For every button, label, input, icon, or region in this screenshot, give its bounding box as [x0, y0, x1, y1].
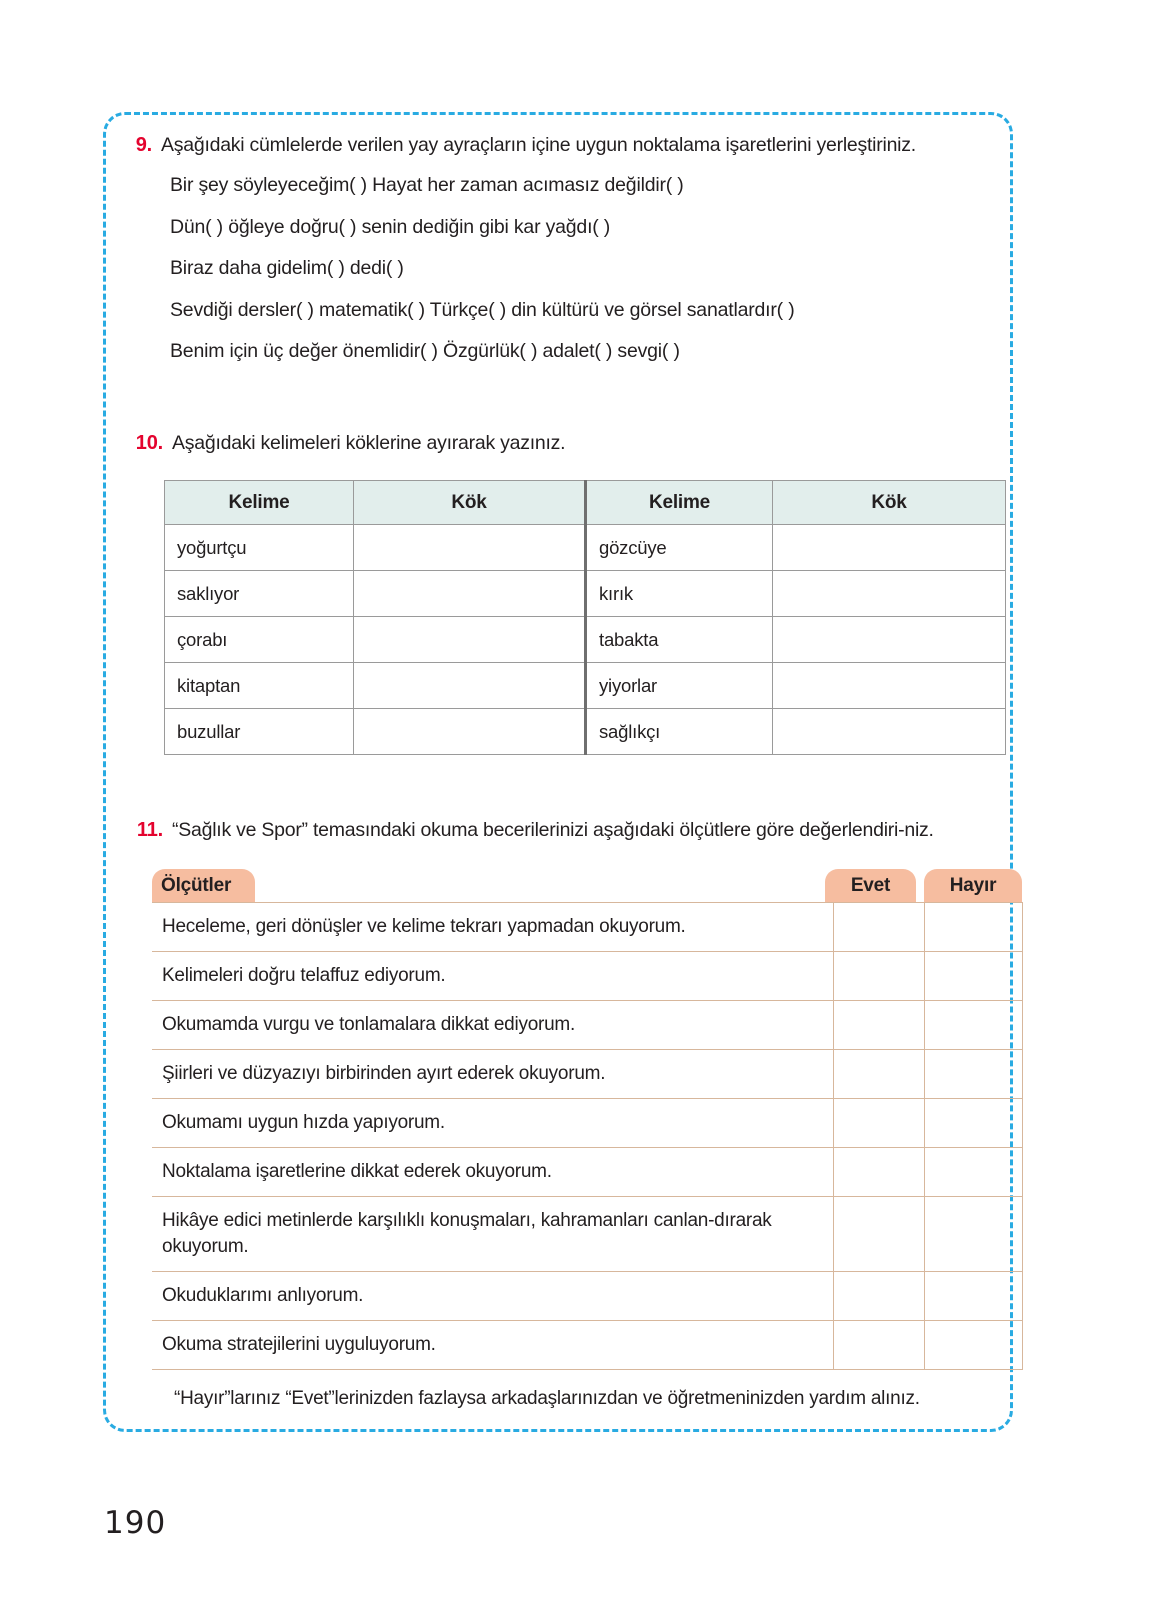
- question-9-sentence: Sevdiği dersler( ) matematik( ) Türkçe( ) din kültürü ve görsel sanatlardır( ): [170, 298, 795, 321]
- criterion-text: Okuma stratejilerini uyguluyorum.: [152, 1321, 833, 1370]
- root-table-header-row: [165, 481, 1006, 525]
- question-10-prompt: Aşağıdaki kelimeleri köklerine ayırarak yazınız.: [172, 432, 566, 454]
- root-table-header-kok-2: Kök: [773, 481, 1006, 525]
- criterion-text: Heceleme, geri dönüşler ve kelime tekrarı yapmadan okuyorum.: [152, 903, 833, 952]
- page-content: [131, 132, 1005, 1412]
- question-10-header: [131, 430, 1005, 456]
- root-word-cell: buzullar: [165, 709, 354, 755]
- criterion-yes-box[interactable]: [833, 1099, 924, 1148]
- root-answer-cell[interactable]: [773, 663, 1006, 709]
- question-9-sentence: Biraz daha gidelim( ) dedi( ): [170, 257, 404, 279]
- tab-yes: Evet: [825, 869, 916, 902]
- question-11-number: 11.: [136, 819, 163, 841]
- criterion-yes-box[interactable]: [833, 1321, 924, 1370]
- question-9-prompt: Aşağıdaki cümlelerde verilen yay ayraçların içine uygun noktalama işaretlerini yerleştiriniz.: [161, 134, 916, 156]
- root-answer-cell[interactable]: [354, 525, 586, 571]
- criterion-no-box[interactable]: [924, 1197, 1022, 1272]
- criterion-text: Okumamı uygun hızda yapıyorum.: [152, 1099, 833, 1148]
- table-row: [152, 903, 1022, 952]
- root-answer-cell[interactable]: [773, 617, 1006, 663]
- criterion-yes-box[interactable]: [833, 1197, 924, 1272]
- table-row: [152, 1050, 1022, 1099]
- criterion-no-box[interactable]: [924, 1050, 1022, 1099]
- tab-no: Hayır: [924, 869, 1022, 902]
- root-word-cell: tabakta: [586, 617, 773, 663]
- root-answer-cell[interactable]: [773, 571, 1006, 617]
- question-11: [131, 817, 1005, 1412]
- tab-criteria: Ölçütler: [152, 869, 255, 902]
- root-table-header-kelime-1: Kelime: [165, 481, 354, 525]
- root-table-wrapper: [131, 480, 1005, 755]
- table-row: [165, 617, 1006, 663]
- criterion-yes-box[interactable]: [833, 1001, 924, 1050]
- root-answer-cell[interactable]: [773, 525, 1006, 571]
- root-table: [164, 480, 1006, 755]
- root-word-cell: kırık: [586, 571, 773, 617]
- root-answer-cell[interactable]: [773, 709, 1006, 755]
- self-assessment-table: [152, 902, 1023, 1370]
- table-row: [152, 1321, 1022, 1370]
- criterion-yes-box[interactable]: [833, 903, 924, 952]
- criterion-text: Noktalama işaretlerine dikkat ederek okuyorum.: [152, 1148, 833, 1197]
- question-10-number: 10.: [135, 432, 163, 454]
- root-word-cell: sağlıkçı: [586, 709, 773, 755]
- table-row: [152, 1001, 1022, 1050]
- table-row: [165, 663, 1006, 709]
- root-answer-cell[interactable]: [354, 709, 586, 755]
- question-9-header: [131, 132, 1005, 158]
- root-word-cell: kitaptan: [165, 663, 354, 709]
- self-assessment-note: “Hayır”larınız “Evet”lerinizden fazlaysa arkadaşlarınızdan ve öğretmeninizden yardım alınız.: [174, 1388, 920, 1409]
- table-row: [152, 1099, 1022, 1148]
- question-9-number: 9.: [135, 134, 152, 156]
- criterion-no-box[interactable]: [924, 1148, 1022, 1197]
- question-9-sentence: Dün( ) öğleye doğru( ) senin dediğin gibi kar yağdı( ): [170, 215, 611, 238]
- criterion-no-box[interactable]: [924, 1099, 1022, 1148]
- criterion-yes-box[interactable]: [833, 952, 924, 1001]
- page-number: 190: [104, 1505, 167, 1541]
- root-word-cell: çorabı: [165, 617, 354, 663]
- table-row: [152, 1148, 1022, 1197]
- question-9-sentences: [131, 172, 1005, 364]
- root-word-cell: yiyorlar: [586, 663, 773, 709]
- root-answer-cell[interactable]: [354, 663, 586, 709]
- table-row: [152, 1272, 1022, 1321]
- root-table-header-kelime-2: Kelime: [586, 481, 773, 525]
- question-9: [131, 132, 1005, 364]
- table-row: [152, 952, 1022, 1001]
- criterion-text: Okuduklarımı anlıyorum.: [152, 1272, 833, 1321]
- root-table-header-kok-1: Kök: [354, 481, 586, 525]
- criterion-yes-box[interactable]: [833, 1272, 924, 1321]
- question-10: [131, 430, 1005, 755]
- criterion-no-box[interactable]: [924, 1272, 1022, 1321]
- criterion-text: Okumamda vurgu ve tonlamalara dikkat ediyorum.: [152, 1001, 833, 1050]
- table-row: [165, 571, 1006, 617]
- root-word-cell: gözcüye: [586, 525, 773, 571]
- criterion-no-box[interactable]: [924, 1001, 1022, 1050]
- question-11-header: [131, 817, 1005, 843]
- question-9-sentence: Benim için üç değer önemlidir( ) Özgürlük( ) adalet( ) sevgi( ): [170, 340, 680, 362]
- criterion-yes-box[interactable]: [833, 1148, 924, 1197]
- self-assessment-wrapper: [131, 869, 1005, 1412]
- criterion-no-box[interactable]: [924, 1321, 1022, 1370]
- criterion-no-box[interactable]: [924, 903, 1022, 952]
- criterion-text: Hikâye edici metinlerde karşılıklı konuşmaları, kahramanları canlan-dırarak okuyorum.: [152, 1197, 833, 1272]
- question-9-sentence: Bir şey söyleyeceğim( ) Hayat her zaman acımasız değildir( ): [170, 174, 684, 196]
- table-row: [152, 1197, 1022, 1272]
- root-word-cell: saklıyor: [165, 571, 354, 617]
- question-11-prompt: “Sağlık ve Spor” temasındaki okuma becerilerinizi aşağıdaki ölçütlere göre değerlendiri-niz.: [172, 819, 934, 841]
- self-assessment-tab-row: [152, 869, 1005, 902]
- criterion-no-box[interactable]: [924, 952, 1022, 1001]
- root-answer-cell[interactable]: [354, 571, 586, 617]
- criterion-text: Şiirleri ve düzyazıyı birbirinden ayırt ederek okuyorum.: [152, 1050, 833, 1099]
- criterion-text: Kelimeleri doğru telaffuz ediyorum.: [152, 952, 833, 1001]
- criterion-yes-box[interactable]: [833, 1050, 924, 1099]
- root-answer-cell[interactable]: [354, 617, 586, 663]
- table-row: [165, 525, 1006, 571]
- table-row: [165, 709, 1006, 755]
- root-word-cell: yoğurtçu: [165, 525, 354, 571]
